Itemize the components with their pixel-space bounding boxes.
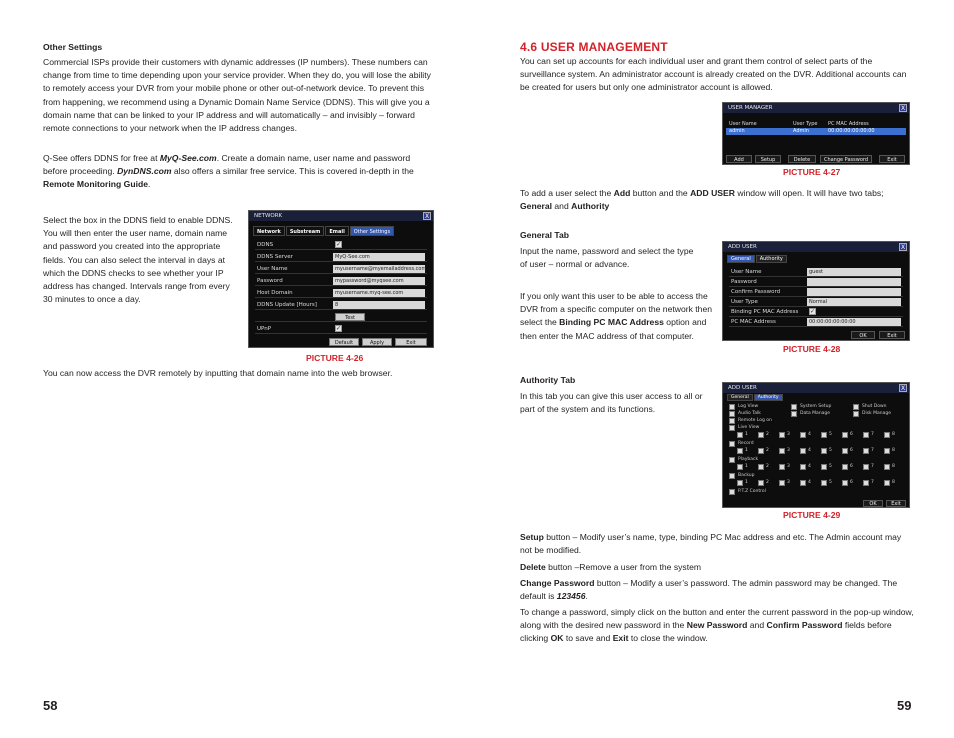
channel-checkbox[interactable] — [779, 464, 785, 470]
general-tab-paragraph: Input the name, password and select the type of user – normal or advance. — [520, 246, 694, 270]
user-name-field[interactable]: guest — [807, 268, 901, 276]
channel-checkbox[interactable] — [863, 464, 869, 470]
close-icon[interactable]: X — [900, 244, 906, 251]
authority-checkbox[interactable] — [729, 425, 735, 431]
channel-label: 6 — [850, 464, 853, 469]
add-user-general-window — [722, 241, 910, 341]
channel-checkbox[interactable] — [863, 480, 869, 486]
user-name-field[interactable]: myusername@myemailaddress.com — [335, 266, 427, 272]
ptz-checkbox[interactable] — [729, 489, 735, 495]
channel-checkbox[interactable] — [779, 448, 785, 454]
change-password-description: Change Password button – Modify a user’s password. The admin password may be changed. The default is 123456. — [520, 578, 898, 602]
authority-checkbox[interactable] — [853, 404, 859, 410]
password-field[interactable] — [807, 278, 901, 286]
channel-checkbox[interactable] — [779, 432, 785, 438]
column-user-type: User Type — [793, 121, 818, 127]
authority-checkbox[interactable] — [729, 418, 735, 424]
channel-label: 1 — [745, 448, 748, 453]
channel-label: 2 — [766, 464, 769, 469]
channel-checkbox[interactable] — [800, 464, 806, 470]
picture-4-29-caption: PICTURE 4-29 — [783, 510, 841, 520]
channel-checkbox[interactable] — [800, 480, 806, 486]
setup-description: Setup button – Modify user’s name, type, binding PC Mac address and etc. The Admin account may not be modified. — [520, 532, 902, 556]
channel-checkbox[interactable] — [737, 448, 743, 454]
binding-mac-row: Binding PC MAC Address ✓ — [729, 307, 903, 317]
user-manager-title: USER MANAGER — [723, 103, 909, 113]
host-domain-field[interactable]: myusername.myq-see.com — [333, 289, 425, 297]
channel-checkbox[interactable] — [884, 464, 890, 470]
channel-label: 3 — [787, 432, 790, 437]
close-icon[interactable]: X — [424, 213, 430, 220]
delete-button[interactable]: Delete — [788, 155, 816, 163]
ptz-label: P.T.Z Control — [738, 489, 766, 494]
apply-button[interactable]: Apply — [362, 338, 392, 346]
tab-general[interactable]: General — [727, 255, 755, 263]
channel-label: 4 — [808, 480, 811, 485]
channel-checkbox[interactable] — [737, 480, 743, 486]
user-name-row: User Name guest — [729, 267, 903, 277]
ddns-update-select[interactable]: 8 — [333, 301, 425, 309]
section-heading: 4.6 USER MANAGEMENT — [520, 40, 668, 54]
channel-label: 6 — [850, 432, 853, 437]
authority-checkbox[interactable] — [853, 411, 859, 417]
ddns-update-row: DDNS Update [Hours] 8 — [255, 300, 427, 310]
change-password-button[interactable]: Change Password — [820, 155, 872, 163]
channel-label: 1 — [745, 432, 748, 437]
ddns-server-select[interactable]: MyQ-See.com — [333, 253, 425, 261]
tab-email[interactable]: Email — [325, 226, 348, 236]
exit-button[interactable]: Exit — [395, 338, 427, 346]
user-management-intro: You can set up accounts for each individual user and grant them control of select parts of the surveillance system. An administrator account is already created on the DVR. Additional accounts can be created for users but only one administrator account is allowed. — [520, 56, 907, 93]
channel-label: 4 — [808, 464, 811, 469]
authority-label: Disk Manage — [862, 411, 891, 416]
channel-label: 5 — [829, 432, 832, 437]
authority-label: System Setup — [800, 404, 832, 409]
channel-label: 3 — [787, 448, 790, 453]
user-name-row: User Name myusername@myemailaddress.com — [257, 266, 427, 272]
tab-network[interactable]: Network — [253, 226, 285, 236]
channel-checkbox[interactable] — [821, 432, 827, 438]
upnp-checkbox[interactable] — [335, 325, 342, 332]
password-row: Password — [729, 277, 903, 287]
pc-mac-row: PC MAC Address 00:00:00:00:00:00 — [729, 317, 903, 327]
exit-button[interactable]: Exit — [879, 331, 905, 339]
add-user-tabs — [727, 255, 787, 263]
channel-label: 6 — [850, 448, 853, 453]
channel-checkbox[interactable] — [842, 480, 848, 486]
close-icon[interactable]: X — [900, 105, 906, 112]
channel-label: 3 — [787, 480, 790, 485]
channel-label: 5 — [829, 480, 832, 485]
ddns-checkbox[interactable] — [335, 241, 342, 248]
test-button[interactable]: Test — [335, 313, 365, 321]
section-checkbox[interactable] — [729, 441, 735, 447]
picture-4-26-caption: PICTURE 4-26 — [306, 353, 364, 363]
binding-mac-paragraph: If you only want this user to be able to access the DVR from a specific computer on the network then select the Binding PC MAC Address option and then enter the MAC address of that computer. — [520, 291, 713, 341]
section-label: Playback — [738, 457, 759, 462]
general-tab-heading: General Tab — [520, 230, 570, 240]
authority-label: Audio Talk — [738, 411, 761, 416]
user-manager-window — [722, 102, 910, 165]
authority-label: Live View — [738, 425, 760, 430]
authority-label: Log View — [738, 404, 759, 409]
ok-button[interactable]: OK — [863, 500, 883, 507]
network-tabs — [253, 226, 394, 236]
channel-label: 3 — [787, 464, 790, 469]
remote-access-paragraph: You can now access the DVR remotely by inputting that domain name into the web browser. — [43, 368, 393, 378]
channel-checkbox[interactable] — [821, 480, 827, 486]
network-window — [248, 210, 434, 348]
channel-checkbox[interactable] — [758, 464, 764, 470]
channel-checkbox[interactable] — [884, 432, 890, 438]
exit-button[interactable]: Exit — [886, 500, 906, 507]
tab-general[interactable]: General — [727, 394, 753, 401]
authority-label: Remote Log on — [738, 418, 772, 423]
ddns-row: DDNS ✓ — [255, 240, 427, 250]
channel-checkbox[interactable] — [758, 480, 764, 486]
setup-button[interactable]: Setup — [755, 155, 781, 163]
channel-label: 5 — [829, 448, 832, 453]
add-user-authority-window — [722, 382, 910, 508]
channel-label: 4 — [808, 448, 811, 453]
channel-label: 1 — [745, 480, 748, 485]
tab-authority[interactable]: Authority — [756, 255, 787, 263]
section-checkbox[interactable] — [729, 473, 735, 479]
channel-checkbox[interactable] — [842, 448, 848, 454]
picture-4-27-caption: PICTURE 4-27 — [783, 167, 841, 177]
ddns-select-paragraph: Select the box in the DDNS field to enable DDNS. You will then enter the user name, domain name and password you created into the appropriate fields. You can also select the interval in days at which the DDNS checks to see whether your IP address has changed. Intervals range from every 30 minutes to once a day. — [43, 215, 233, 305]
channel-label: 7 — [871, 432, 874, 437]
channel-label: 7 — [871, 480, 874, 485]
channel-label: 8 — [892, 448, 895, 453]
user-type-row: User Type Normal — [729, 297, 903, 307]
table-row[interactable]: admin Admin 00:00:00:00:00:00 — [726, 128, 906, 135]
authority-tab-heading: Authority Tab — [520, 375, 576, 385]
tab-authority[interactable]: Authority — [754, 394, 783, 401]
password-field[interactable]: mypassword@myqsee.com — [333, 277, 425, 285]
add-user-paragraph: To add a user select the Add button and the ADD USER window will open. It will have two tabs; General and Authority — [520, 188, 884, 212]
pc-mac-field[interactable]: 00:00:00:00:00:00 — [807, 318, 901, 326]
tab-substream[interactable]: Substream — [286, 226, 325, 236]
section-label: Backup — [738, 473, 755, 478]
channel-checkbox[interactable] — [779, 480, 785, 486]
channel-label: 6 — [850, 480, 853, 485]
channel-label: 8 — [892, 464, 895, 469]
ddns-intro-paragraph: Commercial ISPs provide their customers with dynamic addresses (IP numbers). These numbers can change from time to time depending upon your service provider. When they do, you will lose the ability to remotely access your DVR from your mobile phone or other out-of-network device. To prevent this from happening, we recommend using a Dynamic Domain Name Service (DDNS). This will give you a domain name that can be linked to your IP address and will automatically – and invisibly – forward remote connections to your network when the IP address changes. — [43, 57, 431, 134]
default-button[interactable]: Default — [329, 338, 359, 346]
authority-window-title: ADD USER — [723, 383, 909, 393]
channel-label: 8 — [892, 480, 895, 485]
page-number: 59 — [897, 698, 912, 713]
channel-checkbox[interactable] — [758, 448, 764, 454]
close-icon[interactable]: X — [900, 385, 906, 392]
channel-checkbox[interactable] — [737, 464, 743, 470]
tab-other-settings[interactable]: Other Settings — [350, 226, 394, 236]
channel-checkbox[interactable] — [737, 432, 743, 438]
channel-label: 5 — [829, 464, 832, 469]
ok-button[interactable]: OK — [851, 331, 875, 339]
authority-label: Shut Down — [862, 404, 887, 409]
change-password-instructions: To change a password, simply click on the button and enter the current password in the pop-up window, along with the desired new password in the New Password and Confirm Password fields before clicking OK to save and Exit to close the window. — [520, 607, 914, 644]
other-settings-heading: Other Settings — [43, 42, 103, 52]
password-row: Password mypassword@myqsee.com — [255, 276, 427, 286]
authority-checkbox[interactable] — [791, 404, 797, 410]
confirm-password-row: Confirm Password — [729, 287, 903, 297]
channel-label: 4 — [808, 432, 811, 437]
channel-label: 2 — [766, 448, 769, 453]
host-domain-row: Host Domain myusername.myq-see.com — [255, 288, 427, 298]
channel-label: 8 — [892, 432, 895, 437]
user-type-select[interactable]: Normal — [807, 298, 901, 306]
delete-description: Delete button –Remove a user from the system — [520, 562, 702, 572]
channel-label: 1 — [745, 464, 748, 469]
binding-mac-checkbox[interactable] — [809, 308, 816, 315]
section-label: Record — [738, 441, 754, 446]
authority-checkbox[interactable] — [791, 411, 797, 417]
page-number: 58 — [43, 698, 58, 713]
network-window-title: NETWORK — [249, 211, 433, 221]
section-checkbox[interactable] — [729, 457, 735, 463]
channel-checkbox[interactable] — [863, 448, 869, 454]
add-user-title: ADD USER — [723, 242, 909, 252]
channel-checkbox[interactable] — [884, 480, 890, 486]
authority-tabs — [727, 394, 783, 401]
channel-checkbox[interactable] — [842, 464, 848, 470]
channel-label: 2 — [766, 480, 769, 485]
confirm-password-field[interactable] — [807, 288, 901, 296]
column-user-name: User Name — [729, 121, 757, 127]
channel-checkbox[interactable] — [800, 448, 806, 454]
channel-checkbox[interactable] — [821, 448, 827, 454]
channel-checkbox[interactable] — [884, 448, 890, 454]
authority-tab-paragraph: In this tab you can give this user access to all or part of the system and its functions. — [520, 391, 703, 415]
channel-label: 7 — [871, 448, 874, 453]
channel-checkbox[interactable] — [863, 432, 869, 438]
channel-label: 2 — [766, 432, 769, 437]
channel-checkbox[interactable] — [758, 432, 764, 438]
upnp-row: UPnP ✓ — [255, 324, 427, 334]
authority-label: Data Manage — [800, 411, 831, 416]
add-button[interactable]: Add — [726, 155, 752, 163]
exit-button[interactable]: Exit — [879, 155, 905, 163]
channel-checkbox[interactable] — [842, 432, 848, 438]
qsee-ddns-paragraph: Q-See offers DDNS for free at MyQ-See.com. Create a domain name, user name and password before proceeding. DynDNS.com also offers a similar free service. This is covered in-depth in the Remote Monitoring Guide. — [43, 153, 414, 190]
channel-label: 7 — [871, 464, 874, 469]
column-pc-mac: PC MAC Address — [828, 121, 869, 127]
picture-4-28-caption: PICTURE 4-28 — [783, 344, 841, 354]
right-page — [477, 0, 954, 738]
ddns-server-row: DDNS Server MyQ-See.com — [255, 252, 427, 262]
test-row — [255, 312, 427, 322]
channel-checkbox[interactable] — [800, 432, 806, 438]
authority-checkbox[interactable] — [729, 404, 735, 410]
channel-checkbox[interactable] — [821, 464, 827, 470]
authority-checkbox[interactable] — [729, 411, 735, 417]
